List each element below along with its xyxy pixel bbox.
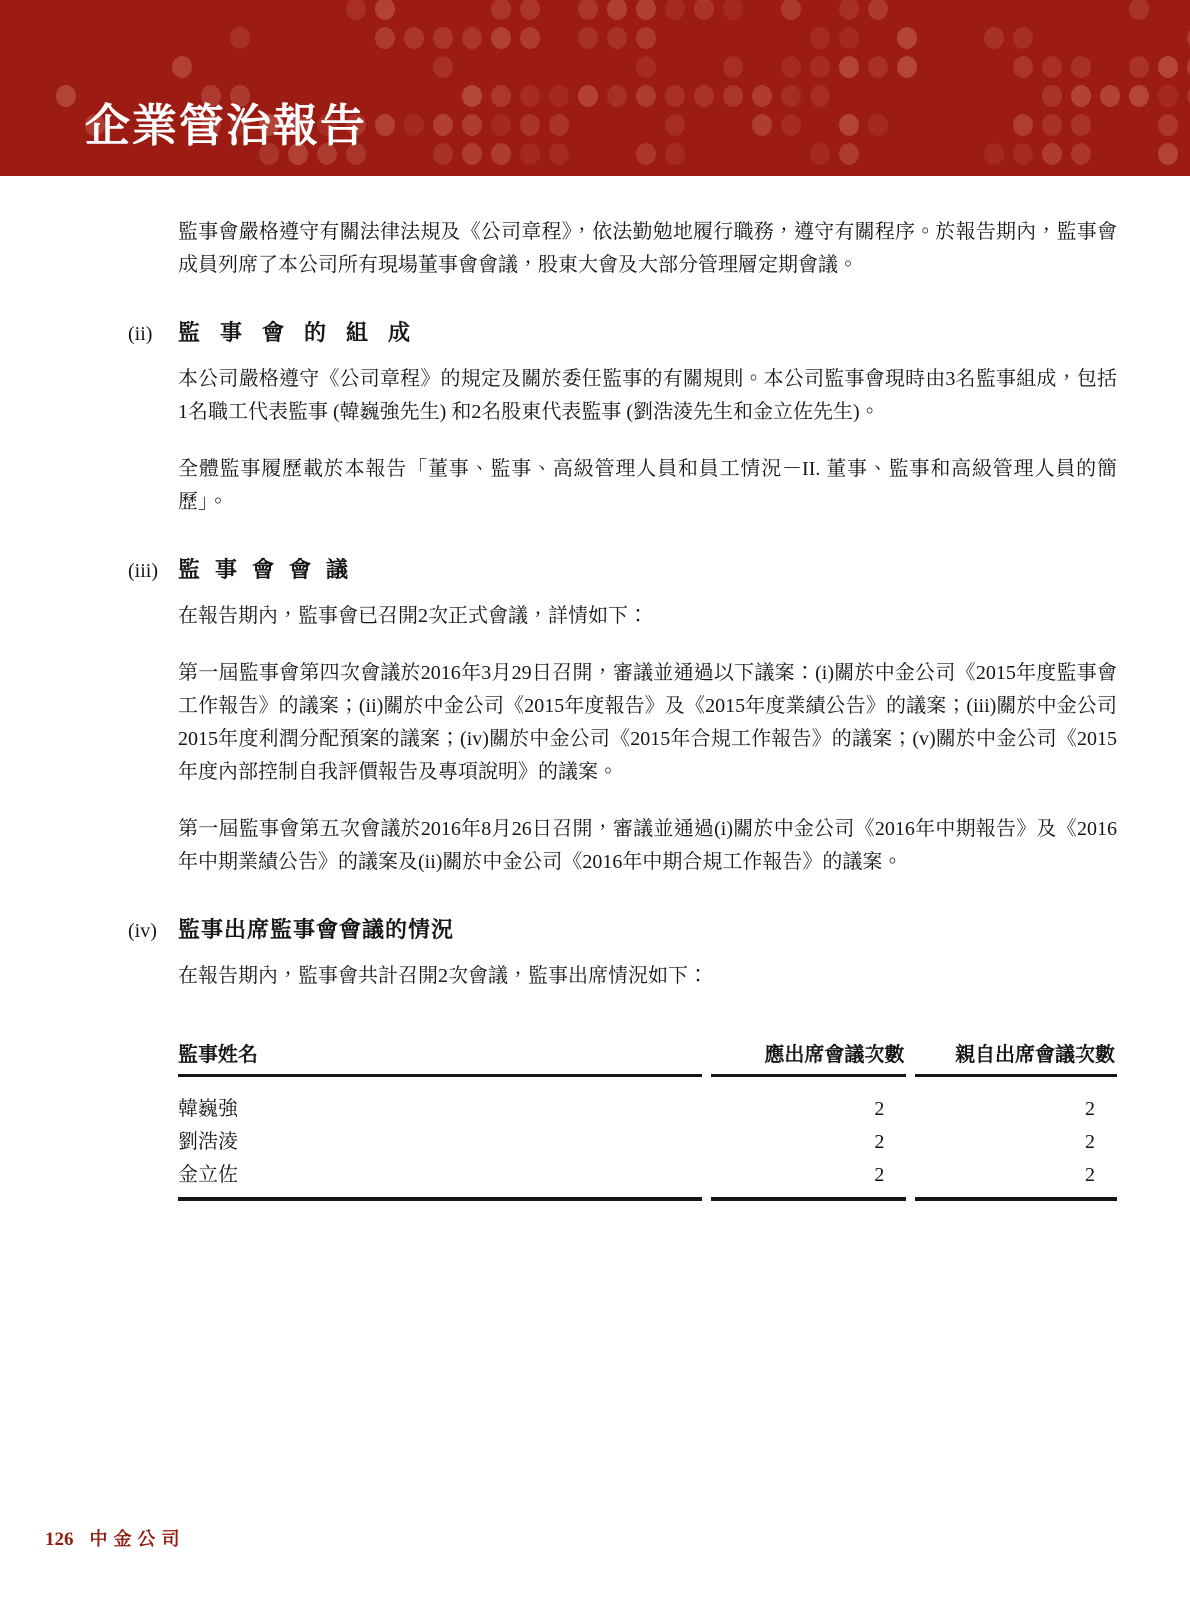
table-row: [178, 1126, 1117, 1159]
decorative-dot: [839, 114, 859, 136]
intro-paragraph: 監事會嚴格遵守有關法律法規及《公司章程》，依法勤勉地履行職務，遵守有關程序。於報告期內，監事會成員列席了本公司所有現場董事會會議，股東大會及大部分管理層定期會議。: [178, 221, 1117, 276]
decorative-dot: [984, 27, 1004, 49]
decorative-dot: [433, 143, 453, 165]
decorative-dot: [1129, 85, 1149, 107]
supervisor-name: 韓巍強: [178, 1098, 238, 1120]
decorative-dot: [723, 56, 743, 78]
decorative-dot: [665, 143, 685, 165]
decorative-dot: [1013, 114, 1033, 136]
decorative-dot: [839, 27, 859, 49]
attendance-table-header: [178, 1039, 1117, 1077]
decorative-dot: [839, 143, 859, 165]
decorative-dot: [781, 114, 801, 136]
meetings-required-value: 2: [874, 1098, 885, 1120]
section-supervisory-committee-composition: [128, 318, 1117, 519]
decorative-dot: [549, 85, 569, 107]
decorative-dot: [56, 85, 76, 107]
decorative-dot: [375, 0, 395, 20]
decorative-dot: [375, 114, 395, 136]
decorative-dot: [549, 143, 569, 165]
decorative-dot: [665, 85, 685, 107]
decorative-dot: [752, 85, 772, 107]
decorative-dot: [984, 143, 1004, 165]
section-title: 監事會會議: [178, 557, 364, 582]
decorative-dot: [1042, 114, 1062, 136]
decorative-dot: [491, 0, 511, 20]
decorative-dot: [636, 143, 656, 165]
decorative-dot: [636, 27, 656, 49]
paragraph: 全體監事履歷載於本報告「董事、監事、高級管理人員和員工情況－II. 董事、監事和高級管理人員的簡歷」。: [178, 458, 1117, 513]
decorative-dot: [1129, 0, 1149, 20]
decorative-dot: [578, 27, 598, 49]
decorative-dot: [636, 56, 656, 78]
meetings-attended-value: 2: [1085, 1131, 1095, 1153]
decorative-dot: [1013, 143, 1033, 165]
decorative-dot: [1071, 56, 1091, 78]
paragraph: 第一屆監事會第四次會議於2016年3月29日召開，審議並通過以下議案：(i)關於中金公司《2015年度監事會工作報告》的議案；(ii)關於中金公司《2015年度報告》及《2015年度業績公告》的議案；(iii)關於中金公司2015年度利潤分配預案的議案；(iv)關於中金公司《2015年合規工作報告》的議案；(v)關於中金公司《2015年度內部控制自我評價報告及專項說明》的議案。: [178, 662, 1117, 783]
decorative-dot: [665, 114, 685, 136]
decorative-dot: [897, 56, 917, 78]
decorative-dot: [897, 27, 917, 49]
decorative-dot: [404, 114, 424, 136]
decorative-dot: [1013, 27, 1033, 49]
decorative-dot: [462, 27, 482, 49]
supervisor-name: 劉浩淩: [178, 1131, 238, 1153]
meetings-attended-value: 2: [1085, 1098, 1095, 1120]
section-supervisor-attendance: [128, 915, 1117, 1201]
decorative-dot: [868, 114, 888, 136]
decorative-dot: [810, 56, 830, 78]
column-header-meetings-attended: 親自出席會議次數: [915, 1039, 1117, 1077]
column-header-meetings-required: 應出席會議次數: [711, 1039, 906, 1077]
table-row: [178, 1159, 1117, 1201]
decorative-dot: [433, 114, 453, 136]
section-number: (ii): [128, 323, 153, 345]
decorative-dot: [636, 0, 656, 20]
decorative-dot: [433, 56, 453, 78]
decorative-dot: [752, 114, 772, 136]
decorative-dot: [868, 0, 888, 20]
decorative-dot: [1042, 85, 1062, 107]
section-heading-attendance: [128, 915, 1117, 946]
section-title: 監事出席監事會會議的情況: [178, 917, 455, 942]
section-number: (iii): [128, 560, 158, 582]
decorative-dot: [346, 0, 366, 20]
company-name: 中金公司: [89, 1529, 186, 1549]
decorative-dot: [810, 27, 830, 49]
decorative-dot: [607, 0, 627, 20]
decorative-dot: [839, 56, 859, 78]
decorative-dot: [462, 143, 482, 165]
decorative-dot: [1158, 85, 1178, 107]
meetings-required-value: 2: [711, 1159, 906, 1201]
decorative-dot: [520, 143, 540, 165]
page-content: [0, 176, 1190, 1201]
decorative-dot: [491, 85, 511, 107]
decorative-dot: [1158, 114, 1178, 136]
decorative-dot: [1158, 56, 1178, 78]
decorative-dot: [491, 114, 511, 136]
decorative-dot: [491, 143, 511, 165]
meetings-attended-value: 2: [915, 1159, 1117, 1201]
decorative-dot: [1071, 143, 1091, 165]
decorative-dot: [781, 0, 801, 20]
decorative-dot: [694, 0, 714, 20]
section-title: 監事會的組成: [178, 320, 431, 345]
decorative-dot: [723, 85, 743, 107]
paragraph: 在報告期內，監事會已召開2次正式會議，詳情如下：: [178, 605, 648, 627]
decorative-dot: [839, 0, 859, 20]
decorative-dot: [607, 85, 627, 107]
decorative-dot: [520, 114, 540, 136]
decorative-dot: [1042, 56, 1062, 78]
decorative-dot: [230, 27, 250, 49]
decorative-dot: [1158, 143, 1178, 165]
decorative-dot: [520, 0, 540, 20]
decorative-dot: [781, 56, 801, 78]
paragraph: 本公司嚴格遵守《公司章程》的規定及關於委任監事的有關規則。本公司監事會現時由3名監事組成，包括1名職工代表監事 (韓巍強先生) 和2名股東代表監事 (劉浩淩先生和金立佐先生)。: [178, 368, 1117, 423]
decorative-dot: [578, 85, 598, 107]
decorative-dot: [375, 27, 395, 49]
column-header-supervisor-name: 監事姓名: [178, 1039, 702, 1077]
decorative-dot: [694, 85, 714, 107]
decorative-dot: [1129, 56, 1149, 78]
decorative-dot: [433, 27, 453, 49]
supervisor-name: 金立佐: [178, 1159, 702, 1201]
decorative-dot: [810, 85, 830, 107]
decorative-dot: [665, 0, 685, 20]
decorative-dot: [1042, 143, 1062, 165]
decorative-dot: [520, 27, 540, 49]
section-number: (iv): [128, 920, 157, 942]
decorative-dot: [1013, 56, 1033, 78]
page-title: 企業管治報告: [85, 101, 368, 151]
decorative-dot: [781, 85, 801, 107]
decorative-dot: [462, 114, 482, 136]
decorative-dot: [491, 27, 511, 49]
page-number: 126: [45, 1529, 74, 1550]
decorative-dot: [607, 27, 627, 49]
section-supervisory-committee-meetings: [128, 555, 1117, 879]
decorative-dot: [636, 85, 656, 107]
decorative-dot: [1071, 85, 1091, 107]
meetings-required-value: 2: [874, 1131, 885, 1153]
decorative-dot: [172, 56, 192, 78]
page-header-banner: [0, 0, 1190, 176]
decorative-dot: [1071, 114, 1091, 136]
decorative-dot: [810, 143, 830, 165]
decorative-dot: [723, 0, 743, 20]
paragraph: 在報告期內，監事會共計召開2次會議，監事出席情況如下：: [178, 965, 708, 987]
section-heading-composition: [128, 318, 1117, 349]
decorative-dot: [578, 0, 598, 20]
decorative-dot: [868, 56, 888, 78]
table-row: [178, 1077, 1117, 1126]
decorative-dot: [520, 85, 540, 107]
section-heading-meetings: [128, 555, 1117, 586]
decorative-dot: [462, 85, 482, 107]
attendance-table: [169, 1039, 1126, 1201]
decorative-dot: [1100, 85, 1120, 107]
page-footer: [45, 1527, 186, 1552]
decorative-dot: [549, 114, 569, 136]
paragraph: 第一屆監事會第五次會議於2016年8月26日召開，審議並通過(i)關於中金公司《2016年中期報告》及《2016年中期業績公告》的議案及(ii)關於中金公司《2016年中期合規工作報告》的議案。: [178, 818, 1117, 873]
decorative-dot: [404, 27, 424, 49]
